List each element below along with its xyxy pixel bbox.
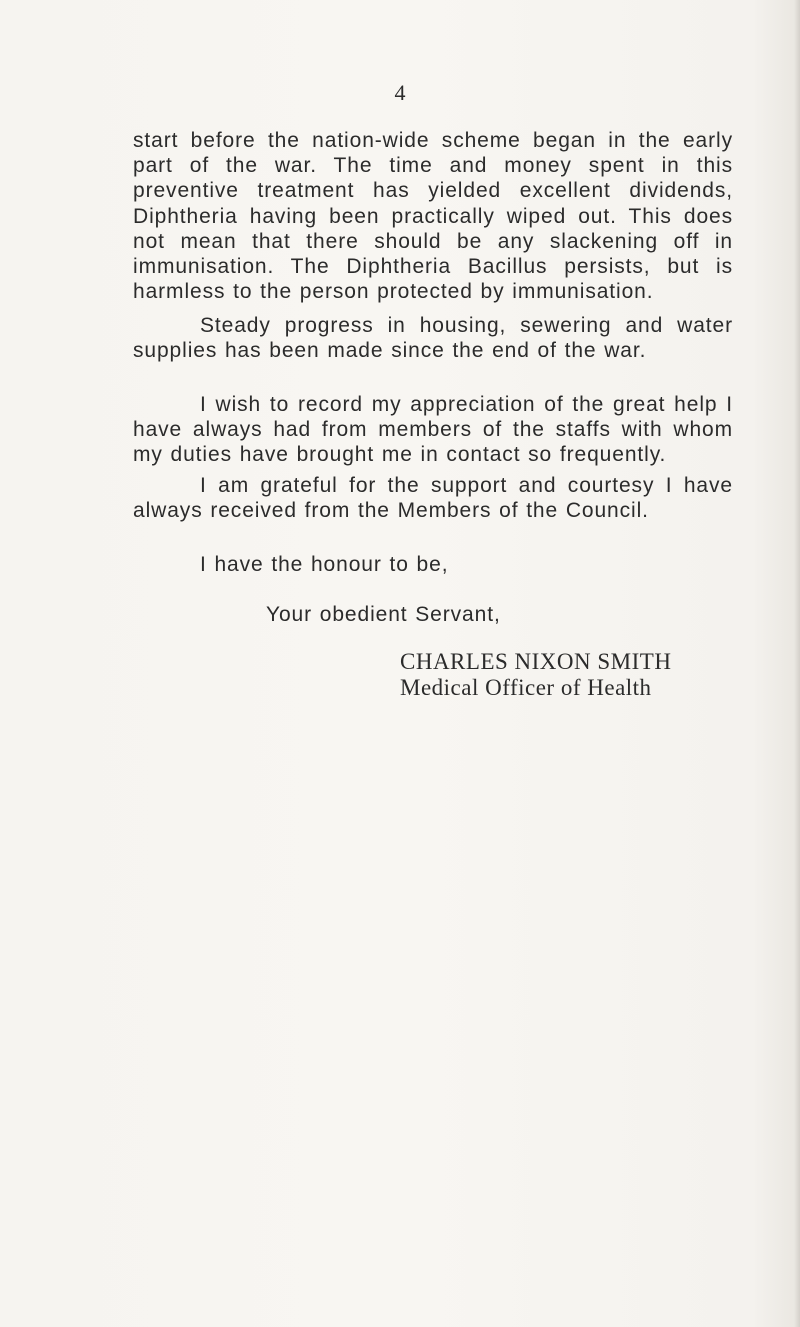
paragraph-immunisation: start before the nation-wide scheme began in the early part of the war. The time and money spent in this preventive treatment has yielded excellent dividends, Diphtheria having been practically wiped out. This does not mean that there should be any slackening off in immunisation. The Diphtheria Bacillus persists, but is harmless to the person protected by immunisation.: [133, 129, 733, 304]
salutation-line: Your obedient Servant,: [266, 603, 501, 626]
paragraph-appreciation: I wish to record my appreciation of the great help I have always had from members of the staffs with whom my duties have brought me in contact so frequently.: [133, 393, 733, 466]
paragraph-gratitude: I am grateful for the support and courtesy I have always received from the Members of the Council.: [133, 474, 733, 522]
closing-line: I have the honour to be,: [200, 553, 449, 576]
signature-name: CHARLES NIXON SMITH: [400, 649, 672, 674]
page-edge-shadow: [794, 0, 800, 1327]
paragraph-housing: Steady progress in housing, sewering and water supplies has been made since the end of the war.: [133, 314, 733, 362]
page-number: 4: [394, 80, 406, 105]
signature-title: Medical Officer of Health: [400, 675, 652, 700]
